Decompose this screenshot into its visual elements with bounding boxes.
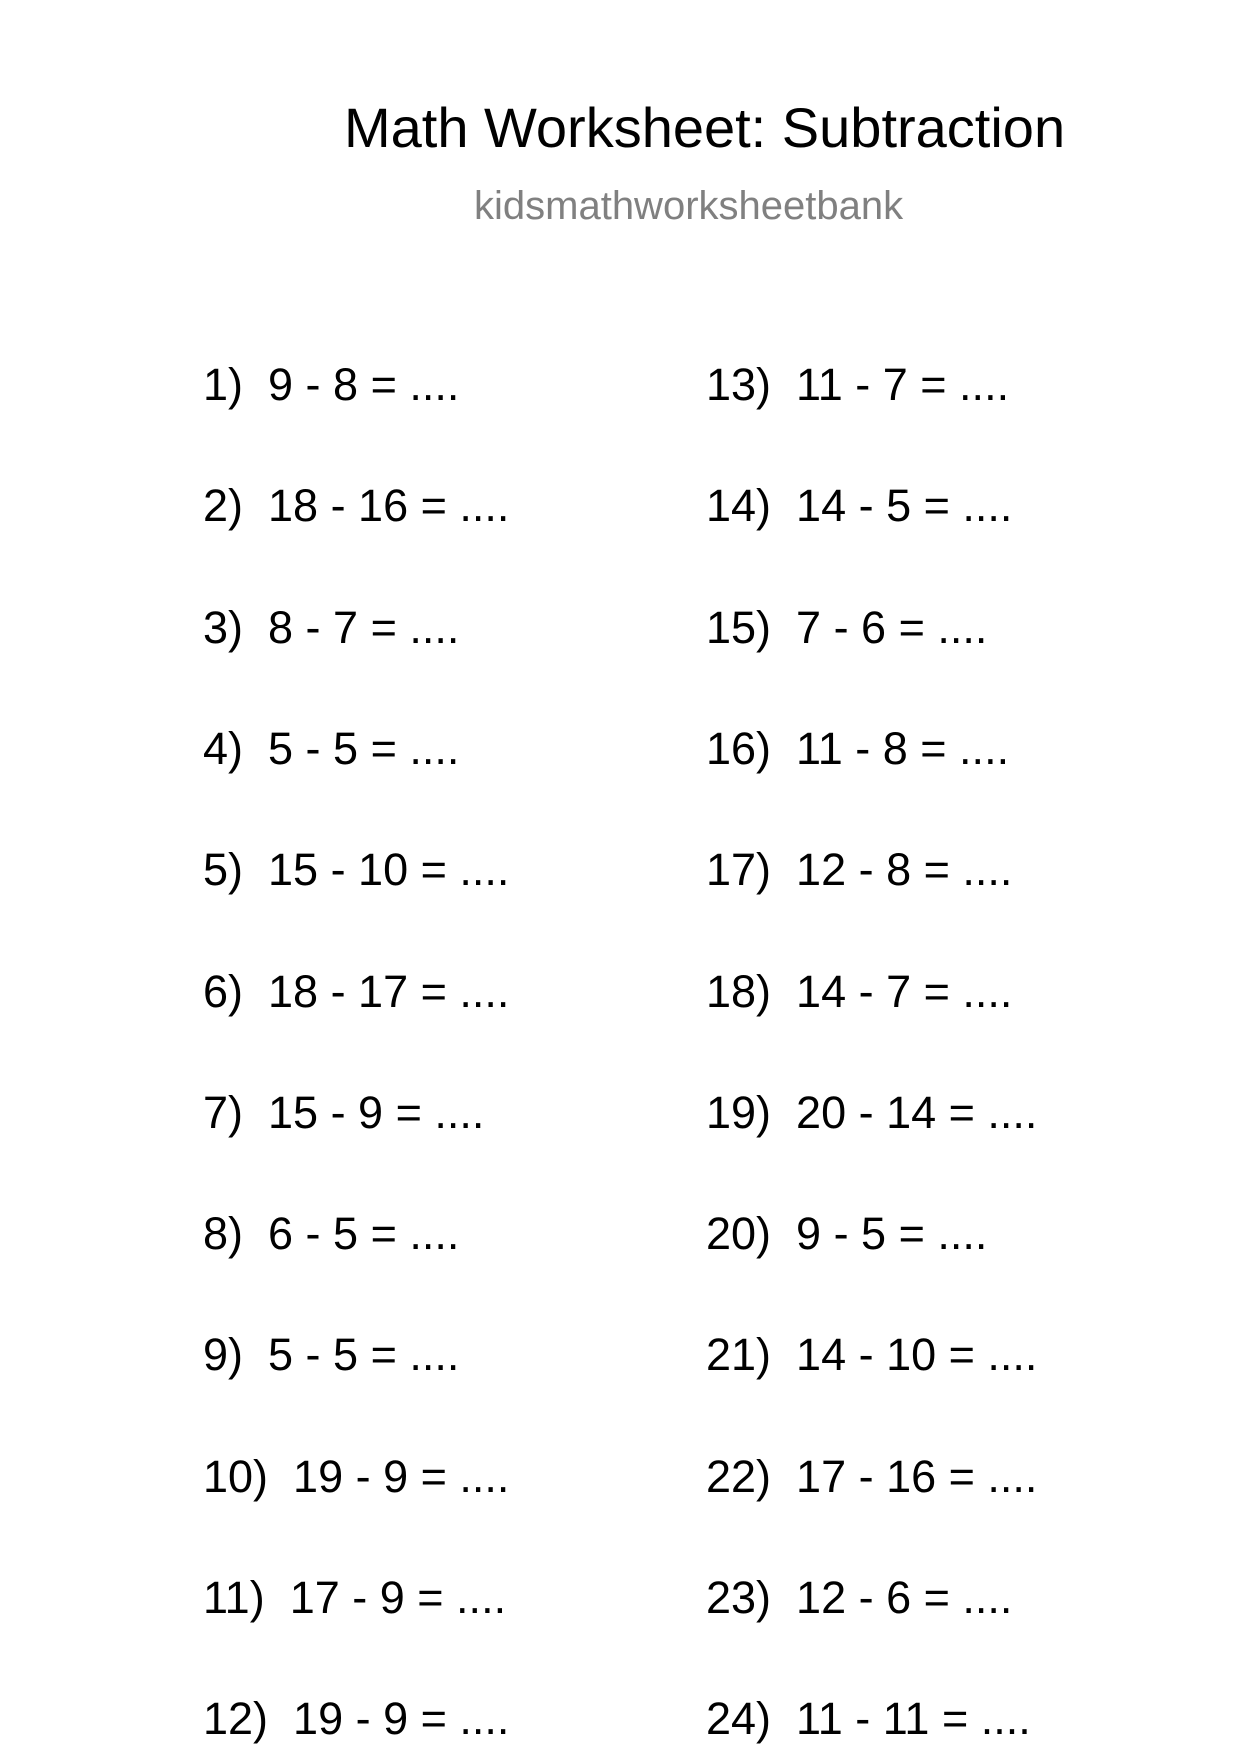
problem-item: 17) 12 - 8 = .... — [706, 844, 1013, 896]
problem-item: 15) 7 - 6 = .... — [706, 601, 988, 653]
problem-item: 18) 14 - 7 = .... — [706, 965, 1013, 1017]
problem-item: 5) 15 - 10 = .... — [203, 844, 510, 896]
worksheet-source: kidsmathworksheetbank — [474, 184, 904, 228]
problem-item: 6) 18 - 17 = .... — [203, 965, 510, 1017]
problem-item: 11) 17 - 9 = .... — [203, 1572, 507, 1623]
problem-item: 21) 14 - 10 = .... — [706, 1329, 1038, 1381]
problem-item: 23) 12 - 6 = .... — [706, 1572, 1013, 1623]
problem-item: 24) 11 - 11 = .... — [706, 1693, 1031, 1745]
problem-item: 10) 19 - 9 = .... — [203, 1450, 510, 1502]
problem-item: 8) 6 - 5 = .... — [203, 1208, 460, 1260]
problem-item: 20) 9 - 5 = .... — [706, 1208, 988, 1260]
problem-item: 14) 14 - 5 = .... — [706, 480, 1013, 532]
problem-item: 19) 20 - 14 = .... — [706, 1086, 1038, 1138]
problem-item: 7) 15 - 9 = .... — [203, 1086, 485, 1138]
problem-item: 4) 5 - 5 = .... — [203, 722, 460, 774]
worksheet-title: Math Worksheet: Subtraction — [344, 96, 1066, 159]
problem-item: 12) 19 - 9 = .... — [203, 1693, 510, 1745]
problem-item: 2) 18 - 16 = .... — [203, 480, 510, 532]
problem-item: 1) 9 - 8 = .... — [203, 359, 460, 410]
problem-item: 9) 5 - 5 = .... — [203, 1329, 460, 1381]
problem-item: 22) 17 - 16 = .... — [706, 1450, 1038, 1502]
problem-item: 13) 11 - 7 = .... — [706, 359, 1010, 410]
problem-item: 16) 11 - 8 = .... — [706, 722, 1010, 774]
problem-item: 3) 8 - 7 = .... — [203, 601, 460, 653]
